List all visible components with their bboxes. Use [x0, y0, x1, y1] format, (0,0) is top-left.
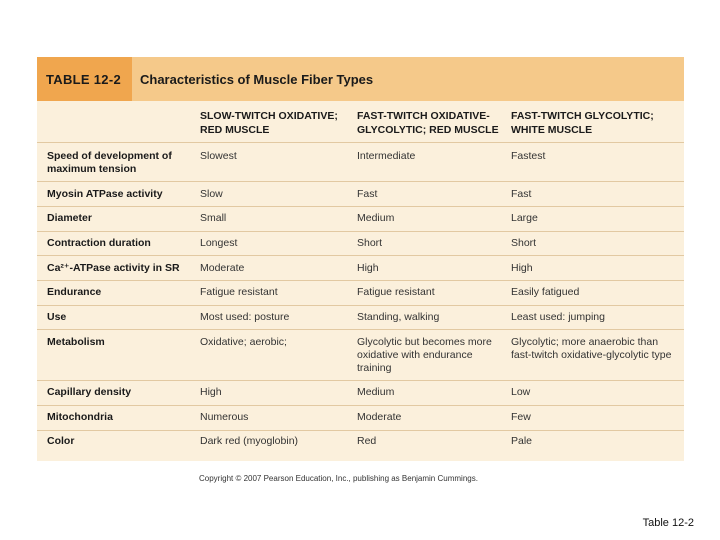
row-divider — [37, 142, 684, 143]
cell-color-fast-ox: Red — [357, 435, 377, 447]
row-label-speed: Speed of development of maximum tension — [47, 150, 172, 175]
row-label-myosin: Myosin ATPase activity — [47, 188, 163, 200]
cell-capillary-fast-gly: Low — [511, 386, 531, 398]
cell-speed-slow: Slowest — [200, 150, 237, 162]
muscle-fiber-table — [37, 57, 684, 461]
table-header-bar — [37, 57, 684, 101]
cell-capillary-fast-ox: Medium — [357, 386, 395, 398]
row-divider — [37, 305, 684, 306]
cell-myosin-fast-ox: Fast — [357, 188, 378, 200]
cell-mitochondria-slow: Numerous — [200, 411, 249, 423]
row-divider — [37, 231, 684, 232]
row-divider — [37, 430, 684, 431]
cell-myosin-slow: Slow — [200, 188, 223, 200]
row-label-contraction: Contraction duration — [47, 237, 151, 249]
row-label-ca-atpase: Ca²⁺-ATPase activity in SR — [47, 262, 180, 274]
cell-ca-atpase-fast-gly: High — [511, 262, 533, 274]
row-label-endurance: Endurance — [47, 286, 102, 298]
column-header-fast-glycolytic: FAST-TWITCH GLYCOLYTIC; WHITE MUSCLE — [511, 110, 654, 136]
row-divider — [37, 380, 684, 381]
cell-mitochondria-fast-gly: Few — [511, 411, 531, 423]
row-divider — [37, 405, 684, 406]
column-header-fast-oxidative: FAST-TWITCH OXIDATIVE-GLYCOLYTIC; RED MUSCLE — [357, 110, 499, 136]
row-divider — [37, 181, 684, 182]
cell-use-fast-gly: Least used: jumping — [511, 311, 605, 323]
cell-use-slow: Most used: posture — [200, 311, 290, 323]
row-label-mitochondria: Mitochondria — [47, 411, 113, 423]
cell-diameter-slow: Small — [200, 212, 227, 224]
row-label-use: Use — [47, 311, 67, 323]
cell-myosin-fast-gly: Fast — [511, 188, 532, 200]
cell-metabolism-fast-gly: Glycolytic; more anaerobic than fast-twitch oxidative-glycolytic type — [511, 336, 672, 361]
cell-contraction-slow: Longest — [200, 237, 238, 249]
row-label-capillary: Capillary density — [47, 386, 132, 398]
cell-metabolism-slow: Oxidative; aerobic; — [200, 336, 287, 348]
cell-endurance-slow: Fatigue resistant — [200, 286, 278, 298]
cell-ca-atpase-slow: Moderate — [200, 262, 245, 274]
cell-capillary-slow: High — [200, 386, 222, 398]
row-label-color: Color — [47, 435, 75, 447]
cell-endurance-fast-ox: Fatigue resistant — [357, 286, 435, 298]
cell-use-fast-ox: Standing, walking — [357, 311, 440, 323]
cell-contraction-fast-ox: Short — [357, 237, 383, 249]
copyright-notice: Copyright © 2007 Pearson Education, Inc., publishing as Benjamin Cummings. — [199, 474, 478, 483]
cell-ca-atpase-fast-ox: High — [357, 262, 379, 274]
cell-contraction-fast-gly: Short — [511, 237, 537, 249]
row-divider — [37, 329, 684, 330]
row-divider — [37, 206, 684, 207]
cell-color-slow: Dark red (myoglobin) — [200, 435, 299, 447]
row-divider — [37, 280, 684, 281]
table-number: TABLE 12-2 — [37, 57, 132, 101]
cell-metabolism-fast-ox: Glycolytic but becomes more oxidative with endurance training — [357, 336, 492, 374]
cell-diameter-fast-gly: Large — [511, 212, 538, 224]
cell-diameter-fast-ox: Medium — [357, 212, 395, 224]
row-label-metabolism: Metabolism — [47, 336, 105, 348]
row-divider — [37, 255, 684, 256]
cell-mitochondria-fast-ox: Moderate — [357, 411, 402, 423]
cell-color-fast-gly: Pale — [511, 435, 533, 447]
cell-speed-fast-gly: Fastest — [511, 150, 546, 162]
row-label-diameter: Diameter — [47, 212, 92, 224]
table-title: Characteristics of Muscle Fiber Types — [140, 71, 374, 87]
column-header-slow-twitch: SLOW-TWITCH OXIDATIVE; RED MUSCLE — [200, 110, 338, 136]
slide-caption: Table 12-2 — [642, 517, 694, 529]
cell-endurance-fast-gly: Easily fatigued — [511, 286, 580, 298]
cell-speed-fast-ox: Intermediate — [357, 150, 416, 162]
